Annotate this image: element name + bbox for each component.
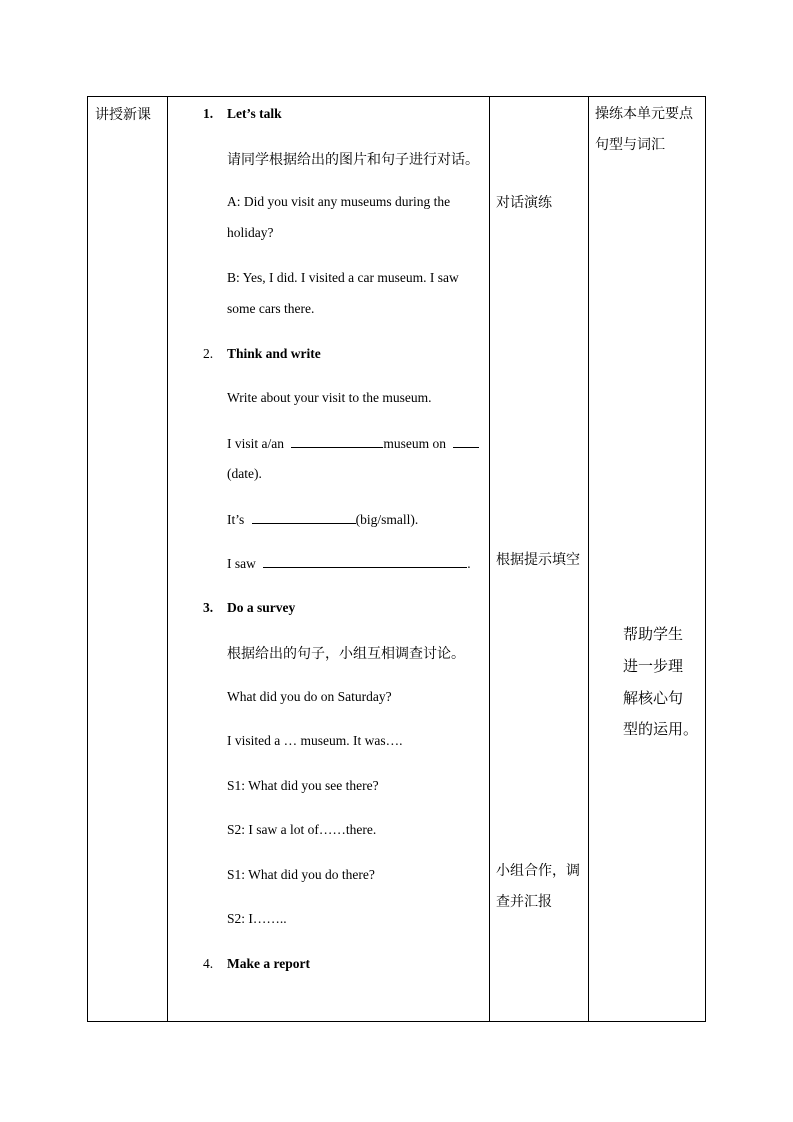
dialogue-line-a2: holiday? xyxy=(227,225,274,240)
column-divider xyxy=(489,97,490,1021)
goal-2-line-2: 进一步理 xyxy=(623,657,684,675)
dialogue-line-b2: some cars there. xyxy=(227,301,315,316)
fill-line-1-middle: museum on xyxy=(383,436,446,451)
survey-answer-3: S2: I…….. xyxy=(227,911,287,926)
section-4-number: 4. xyxy=(203,956,214,971)
activity-group-line-1: 小组合作，调 xyxy=(496,863,580,879)
section-4-title: Make a report xyxy=(227,956,310,971)
fill-line-3-start: I saw xyxy=(227,556,256,571)
fill-line-2-start: It’s xyxy=(227,512,245,527)
section-2-instruction: Write about your visit to the museum. xyxy=(227,390,432,405)
blank-saw[interactable] xyxy=(263,555,467,568)
section-3-instruction: 根据给出的句子，小组互相调查讨论。 xyxy=(227,646,465,662)
fill-line-3 xyxy=(227,555,471,572)
lesson-table xyxy=(87,96,706,1022)
column-divider xyxy=(588,97,589,1021)
fill-line-1 xyxy=(227,435,479,452)
column-divider xyxy=(167,97,168,1021)
goal-1-line-1: 操练本单元要点 xyxy=(595,106,693,122)
section-1-number: 1. xyxy=(203,106,214,121)
section-3-number: 3. xyxy=(203,600,214,615)
fill-line-2 xyxy=(227,511,418,528)
goal-1-line-2: 句型与词汇 xyxy=(595,137,665,153)
survey-question-2: S1: What did you see there? xyxy=(227,778,379,793)
stage-label: 讲授新课 xyxy=(95,107,151,123)
goal-2-line-3: 解核心句 xyxy=(623,689,684,707)
fill-line-2-end: (big/small). xyxy=(355,512,419,527)
dialogue-line-a1: A: Did you visit any museums during the xyxy=(227,194,451,209)
section-1-title: Let’s talk xyxy=(227,106,282,121)
survey-answer-2: S2: I saw a lot of……there. xyxy=(227,822,377,837)
goal-2-line-4: 型的运用。 xyxy=(623,720,699,738)
blank-date[interactable] xyxy=(453,435,479,448)
blank-size[interactable] xyxy=(252,511,356,524)
section-2-number: 2. xyxy=(203,346,214,361)
section-1-instruction: 请同学根据给出的图片和句子进行对话。 xyxy=(227,152,479,168)
activity-group-line-2: 查并汇报 xyxy=(496,894,552,910)
blank-museum-type[interactable] xyxy=(291,435,383,448)
activity-dialogue: 对话演练 xyxy=(496,195,552,211)
goal-2-line-1: 帮助学生 xyxy=(623,625,684,643)
section-3-title: Do a survey xyxy=(227,600,296,615)
fill-line-1-end: (date). xyxy=(227,466,262,481)
activity-fill-blanks: 根据提示填空 xyxy=(496,552,580,568)
fill-line-1-start: I visit a/an xyxy=(227,436,284,451)
survey-question-3: S1: What did you do there? xyxy=(227,867,375,882)
survey-question-1: What did you do on Saturday? xyxy=(227,689,392,704)
section-2-title: Think and write xyxy=(227,346,321,361)
fill-line-3-end: . xyxy=(467,556,471,571)
survey-answer-1: I visited a … museum. It was…. xyxy=(227,733,403,748)
dialogue-line-b1: B: Yes, I did. I visited a car museum. I saw xyxy=(227,270,459,285)
